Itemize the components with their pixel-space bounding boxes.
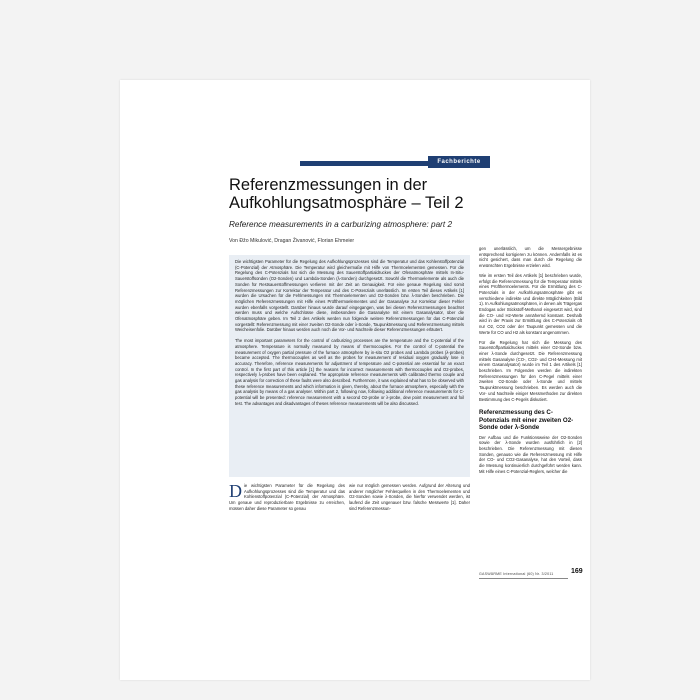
- body-column-middle: [349, 483, 470, 512]
- abstract-box: [229, 255, 470, 477]
- journal-footer: GASWÄRME International (60) Nr. 3/2011: [479, 572, 554, 576]
- body-middle-paragraph: wie nur möglich gemessen werden. Aufgrund der Alterung und anderer möglicher Fehlerquellen in den Thermoelementen und O2-Sonden sowie λ-Sonden, die hierfür verwendet werden, ist laufend die Zeit ungenauer bzw. falsche Messwerte [1]. Daher sind Referenzmessun-: [349, 483, 470, 511]
- article-subtitle: Reference measurements in a carburizing atmosphere: part 2: [229, 220, 452, 229]
- body-column-left: [229, 483, 345, 512]
- body-column-right: [479, 246, 582, 474]
- abstract-german: Die wichtigsten Parameter für die Regelung des Aufkohlungsprozesses sind die Temperatur und das Kohlenstoffpotenzial (C-Potenzial) der Atmosphäre. Die Temperatur wird gleichermaße mit Hilfe von Thermoelementen gemessen. Für die Regelung des C-Potenzials hat sich die Messung des Sauerstoffpartialdruckes der Ofenatmosphäre mittels In-Situ-Sauerstoffsonden (O2-Sonden) und Lambda-Sonden (λ-Sonden) durchgesetzt. Sowohl die Thermoelemente als auch die Sonden für Restsauerstoffmessungen verlieren mit der Zeit an Genauigkeit. Für eine genaue Regelung sind somit Referenzmessungen zur Korrektur der Temperatur und des C-Potenzials unerlässlich. Im ersten Teil dieses Artikels [1] wurden die Ursachen für die Fehlmessungen mit Thermoelementen und O2-Sonden bzw. λ-Sonden beschrieben. Die möglichen Referenzmessungen mit Hilfe eines Prüfthermoelementes und der Gasanalyse zur Korrektur dieser Fehler wurden ebenfalls vorgestellt. Darüber hinaus wurde darauf eingegangen, was bei diesen Referenzmessungen beachtet werden muss und welche Aufschlüsse diese, insbesondere die Gasanalyse mit einem Gasanalysator, über die Ofenatmosphäre geben. Im Teil 2 des Artikels werden nun folgende weitere Referenzmessungen für das C-Potenzial vorgestellt: Referenzmessung mit einer zweiten O2-Sonde oder λ-Sonde, Taupunktmessung und Referenzmessung mittels Weicheisenfolie. Darüber hinaus werden auch noch die Vor- und Nachteile dieser Referenzmessungen erläutert.: [235, 259, 464, 333]
- article-authors: Von Đžo Mikulović, Dragan Živanović, Florian Ehmeier: [229, 238, 355, 244]
- footer-rule: [479, 578, 568, 579]
- drop-cap: D: [229, 481, 242, 501]
- right-paragraph-1: gen unerlässlich, um die Messergebnisse entsprechend korrigieren zu können. Andernfalls ist es nicht gesichert, dass man durch die Regelung die erwünschten Ergebnisse erzielen wird.: [479, 246, 582, 269]
- body-left-paragraph: [229, 483, 345, 512]
- page-number: 169: [571, 568, 583, 575]
- right-paragraph-2: Wie im ersten Teil des Artikels [1] beschrieben wurde, erfolgt die Referenzmessung für die Temperatur mittels eines Prüfthermoelements. Für die Ermittlung des C-Potenzials in der Aufkohlungsatmosphäre gibt es verschiedene indirekte und direkte Möglichkeiten (Bild 1). In Aufkohlungsatmosphären, in denen als Trägergas Endogas oder Stickstoff-Methanol eingesetzt wird, sind die CO- und H2-Werte annähernd konstant. Deshalb wird in der Praxis zur Ermittlung des C-Potenzials oft nur O2, CO2 oder der Taupunkt gemessen und die Werte für CO und H2 als konstant angenommen.: [479, 272, 582, 335]
- right-paragraph-4: Der Aufbau und die Funktionsweise der O2-Sonden sowie der λ-Sonde wurden ausführlich in [2] beschrieben. Die Referenzmessung mit diesen Sonden, genauso wie die Referenzmessung mit Hilfe der CO- und CO2-Gasanalyse, hat den Vorteil, dass die Messung kontinuierlich durchgeführt werden kann. Mit Hilfe eines C-Potenzial-Reglers, welcher die: [479, 434, 582, 474]
- body-left-text: ie wichtigsten Parameter für die Regelung des Aufkohlungsprozesses sind die Temperatur und das Kohlenstoffpotenzial (C-Potenzial) der Atmosphäre. Um genaue und reproduzierbare Ergebnisse zu erreichen, müssen daher diese Parameter so genau: [229, 483, 345, 511]
- article-title: Referenzmessungen in der Aufkohlungsatmosphäre – Teil 2: [229, 176, 464, 212]
- section-heading: Referenzmessung des C-Potenzials mit einer zweiten O2-Sonde oder λ-Sonde: [479, 409, 574, 432]
- abstract-english: The most important parameters for the control of carburizing processes are the temperature and the C-potential of the atmosphere. Temperature is normally measured by means of thermocouples. For the control of C-potential the measurement of oxygen partial pressure of the furnace atmosphere by in-situ O2 probes and Lambda probes (λ-probes) became accepted. The thermocouples as well as the probes for measurement of residual oxygen gradually lose in accuracy. Therefore, reference measurements for adjustment of temperature and C-potential are essential for an exact control. In the first part of this article [1] the reasons for incorrect measurements with thermocouples and O2-probes, respectively λ-probes have been explained. The appropriate reference measurements with calibrated thermo couple and gas analysis for correction of these faults were also described. Furthermore, it was explained what has to be observed with these reference measurements and which information is given, thereby, about the furnace atmosphere, especially with the gas analysis by means of a gas analyser. Within part 2, following now, following additional reference measurements for C-potential will be presented: reference measurement with a second O2-probe or λ-probe, dew point measurement and foil test. The advantages and disadvantages of theses reference measurements will be also discussed.: [235, 338, 464, 406]
- right-paragraph-3: Für die Regelung hat sich die Messung des Sauerstoffpartialdruckes mittels einer O2-Sonde bzw. einer λ-Sonde durchgesetzt. Die Referenzmessung mittels Gasanalyse (CO-, CO2- und CH4-Messung mit einem Gasanalysator) wurde im Teil 1 des Artikels [1] beschrieben. Im Folgenden werden die indirekten Referenzmessungen für den C-Pegel mittels einer zweiten O2-Sonde oder λ-Sonde und mittels Taupunktmessung beschrieben. Es werden auch die Vor- und Nachteile einiger Messmethoden zur direkten Bestimmung des C-Pegels diskutiert.: [479, 339, 582, 402]
- section-tag: Fachberichte: [428, 156, 490, 168]
